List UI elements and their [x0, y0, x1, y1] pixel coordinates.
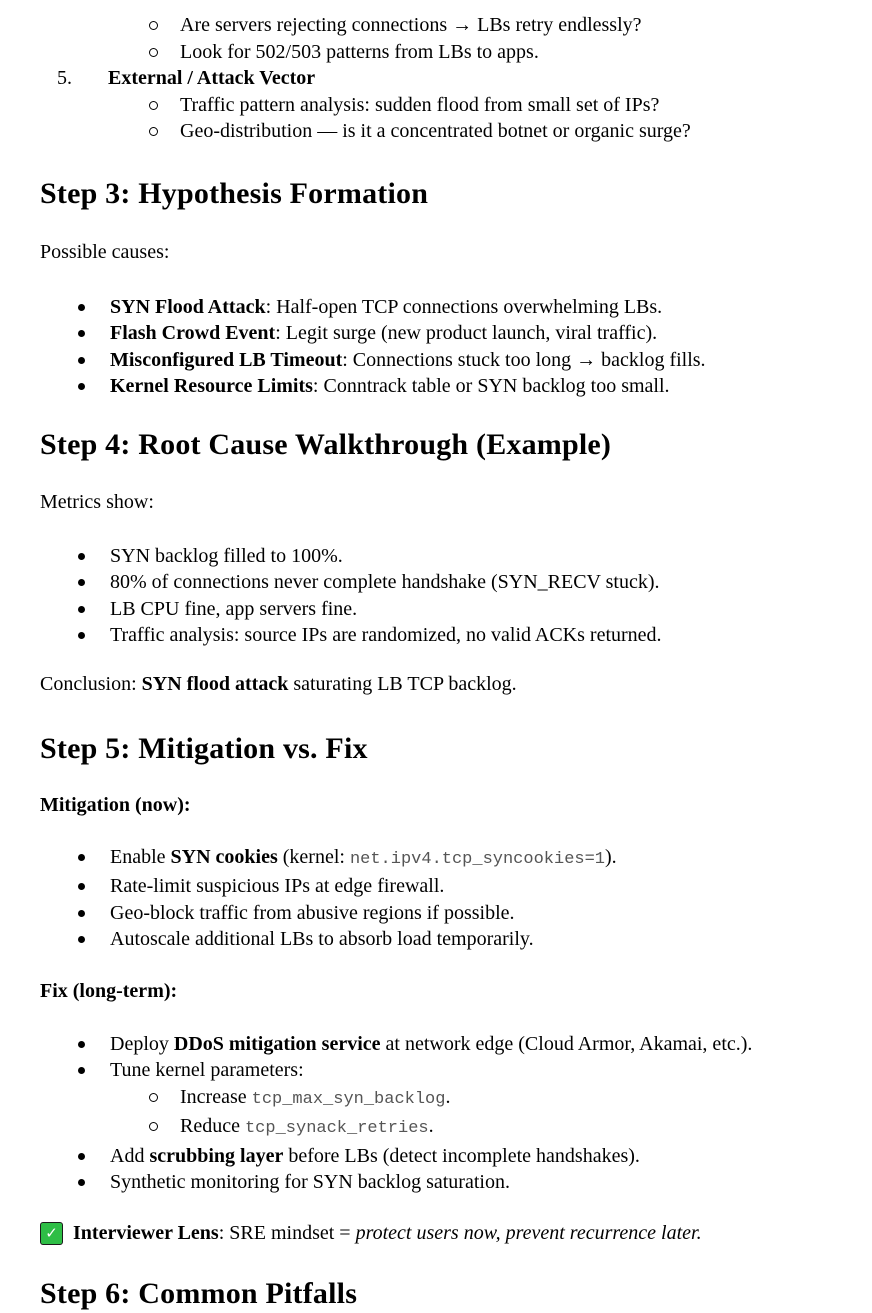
subheading-mitigation-now: Mitigation (now):	[40, 793, 191, 816]
bullet-text: Traffic analysis: source IPs are randomized, no valid ACKs returned.	[110, 624, 662, 646]
bullet-item	[40, 294, 844, 321]
dot-bullet-icon	[77, 1169, 110, 1196]
mitigation-bullet-list	[40, 844, 844, 953]
dot-bullet-icon	[77, 596, 110, 623]
paragraph-conclusion	[40, 671, 844, 698]
list-number: 5.	[57, 67, 72, 89]
section-heading-step6: Step 6: Common Pitfalls	[40, 1276, 358, 1310]
circle-bullet-icon	[148, 12, 180, 39]
sub-bullet-text: Reduce	[180, 1115, 245, 1137]
circle-bullet-icon	[148, 118, 180, 145]
bullet-item	[40, 543, 844, 570]
subheading-fix-long-term: Fix (long-term):	[40, 979, 178, 1002]
sub-bullet-item	[40, 92, 844, 119]
bullet-item	[40, 844, 844, 874]
bullet-text: ).	[605, 845, 617, 868]
dot-bullet-icon	[77, 926, 110, 953]
bullet-item	[40, 320, 844, 347]
bullet-text: (kernel:	[277, 845, 350, 868]
bullet-item	[40, 926, 844, 953]
bullet-text: : Connections stuck too long → backlog fills.	[342, 348, 706, 371]
section-heading-step3: Step 3: Hypothesis Formation	[40, 176, 429, 210]
circle-bullet-icon	[148, 1113, 180, 1143]
bullet-text: : Legit surge (new product launch, viral traffic).	[275, 322, 658, 344]
inline-code: tcp_max_syn_backlog	[251, 1089, 446, 1109]
paragraph-possible-causes: Possible causes:	[40, 240, 170, 263]
bullet-text: before LBs (detect incomplete handshakes).	[283, 1144, 640, 1167]
check-icon: ✓	[40, 1222, 63, 1245]
step3-bullet-list	[40, 294, 844, 400]
circle-bullet-icon	[148, 92, 180, 119]
bullet-item	[40, 900, 844, 927]
numbered-item	[40, 65, 844, 92]
bullet-text: : Half-open TCP connections overwhelming LBs.	[265, 295, 663, 318]
bullet-text: Tune kernel parameters:	[110, 1059, 304, 1081]
bullet-bold-lead: SYN Flood Attack	[110, 295, 266, 318]
interviewer-lens-note	[40, 1220, 844, 1247]
bullet-text: Geo-block traffic from abusive regions if possible.	[110, 901, 515, 924]
dot-bullet-icon	[77, 873, 110, 900]
dot-bullet-icon	[77, 622, 110, 649]
sub-bullet-text: .	[428, 1115, 434, 1137]
conclusion-lead: Conclusion:	[40, 672, 142, 695]
bullet-bold: SYN cookies	[170, 845, 278, 868]
sub-bullet-item	[40, 1113, 844, 1143]
sub-bullet-text: Look for 502/503 patterns from LBs to apps.	[180, 40, 539, 63]
dot-bullet-icon	[77, 844, 110, 874]
bullet-item	[40, 873, 844, 900]
sub-bullet-item	[40, 118, 844, 145]
intro-list	[40, 12, 844, 145]
paragraph-metrics-show: Metrics show:	[40, 490, 154, 513]
bullet-item	[40, 569, 844, 596]
bullet-text: Synthetic monitoring for SYN backlog saturation.	[110, 1171, 510, 1193]
note-text: : SRE mindset =	[218, 1221, 356, 1244]
dot-bullet-icon	[77, 543, 110, 570]
dot-bullet-icon	[77, 569, 110, 596]
bullet-bold-lead: Flash Crowd Event	[110, 322, 276, 344]
sub-bullet-text: Geo-distribution — is it a concentrated botnet or organic surge?	[180, 120, 691, 142]
bullet-item	[40, 1143, 844, 1170]
dot-bullet-icon	[77, 347, 110, 374]
note-bold-lead: Interviewer Lens	[73, 1221, 219, 1244]
conclusion-rest: saturating LB TCP backlog.	[288, 672, 517, 695]
note-italic-text: protect users now, prevent recurrence later.	[355, 1221, 702, 1244]
step4-bullet-list	[40, 543, 844, 649]
bullet-item	[40, 596, 844, 623]
bullet-item	[40, 1057, 844, 1084]
bullet-bold-lead: Kernel Resource Limits	[110, 375, 313, 397]
dot-bullet-icon	[77, 900, 110, 927]
bullet-text: at network edge (Cloud Armor, Akamai, etc.).	[380, 1032, 753, 1055]
bullet-text: Deploy	[110, 1032, 174, 1055]
sub-bullet-text: .	[445, 1085, 451, 1108]
dot-bullet-icon	[77, 373, 110, 400]
sub-bullet-text: Traffic pattern analysis: sudden flood from small set of IPs?	[180, 93, 660, 116]
sub-bullet-text: Increase	[180, 1085, 252, 1108]
circle-bullet-icon	[148, 1084, 180, 1114]
dot-bullet-icon	[77, 1143, 110, 1170]
bullet-item	[40, 1031, 844, 1058]
dot-bullet-icon	[77, 1057, 110, 1084]
bullet-text: Autoscale additional LBs to absorb load temporarily.	[110, 928, 534, 950]
inline-code: tcp_synack_retries	[244, 1119, 429, 1138]
bullet-bold: scrubbing layer	[149, 1144, 284, 1167]
dot-bullet-icon	[77, 1031, 110, 1058]
numbered-item-title: External / Attack Vector	[108, 67, 316, 89]
bullet-text: LB CPU fine, app servers fine.	[110, 597, 358, 620]
dot-bullet-icon	[77, 320, 110, 347]
bullet-text: : Conntrack table or SYN backlog too small.	[312, 375, 670, 397]
bullet-text: Add	[110, 1144, 150, 1167]
sub-bullet-item	[40, 39, 844, 66]
sub-bullet-item	[40, 1084, 844, 1114]
bullet-text: Enable	[110, 845, 171, 868]
bullet-text: SYN backlog filled to 100%.	[110, 544, 343, 567]
bullet-bold: DDoS mitigation service	[173, 1032, 381, 1055]
bullet-text: 80% of connections never complete handshake (SYN_RECV stuck).	[110, 571, 660, 593]
fix-bullet-list	[40, 1031, 844, 1196]
bullet-bold-lead: Misconfigured LB Timeout	[110, 348, 343, 371]
section-heading-step5: Step 5: Mitigation vs. Fix	[40, 731, 368, 765]
circle-bullet-icon	[148, 39, 180, 66]
bullet-item	[40, 347, 844, 374]
bullet-text: Rate-limit suspicious IPs at edge firewall.	[110, 875, 445, 897]
dot-bullet-icon	[77, 294, 110, 321]
bullet-item	[40, 373, 844, 400]
conclusion-bold: SYN flood attack	[141, 672, 289, 695]
sub-bullet-text: Are servers rejecting connections → LBs retry endlessly?	[180, 14, 642, 36]
sub-bullet-item	[40, 12, 844, 39]
bullet-item	[40, 622, 844, 649]
bullet-item	[40, 1169, 844, 1196]
section-heading-step4: Step 4: Root Cause Walkthrough (Example)	[40, 427, 612, 461]
inline-code: net.ipv4.tcp_syncookies=1	[349, 849, 605, 869]
